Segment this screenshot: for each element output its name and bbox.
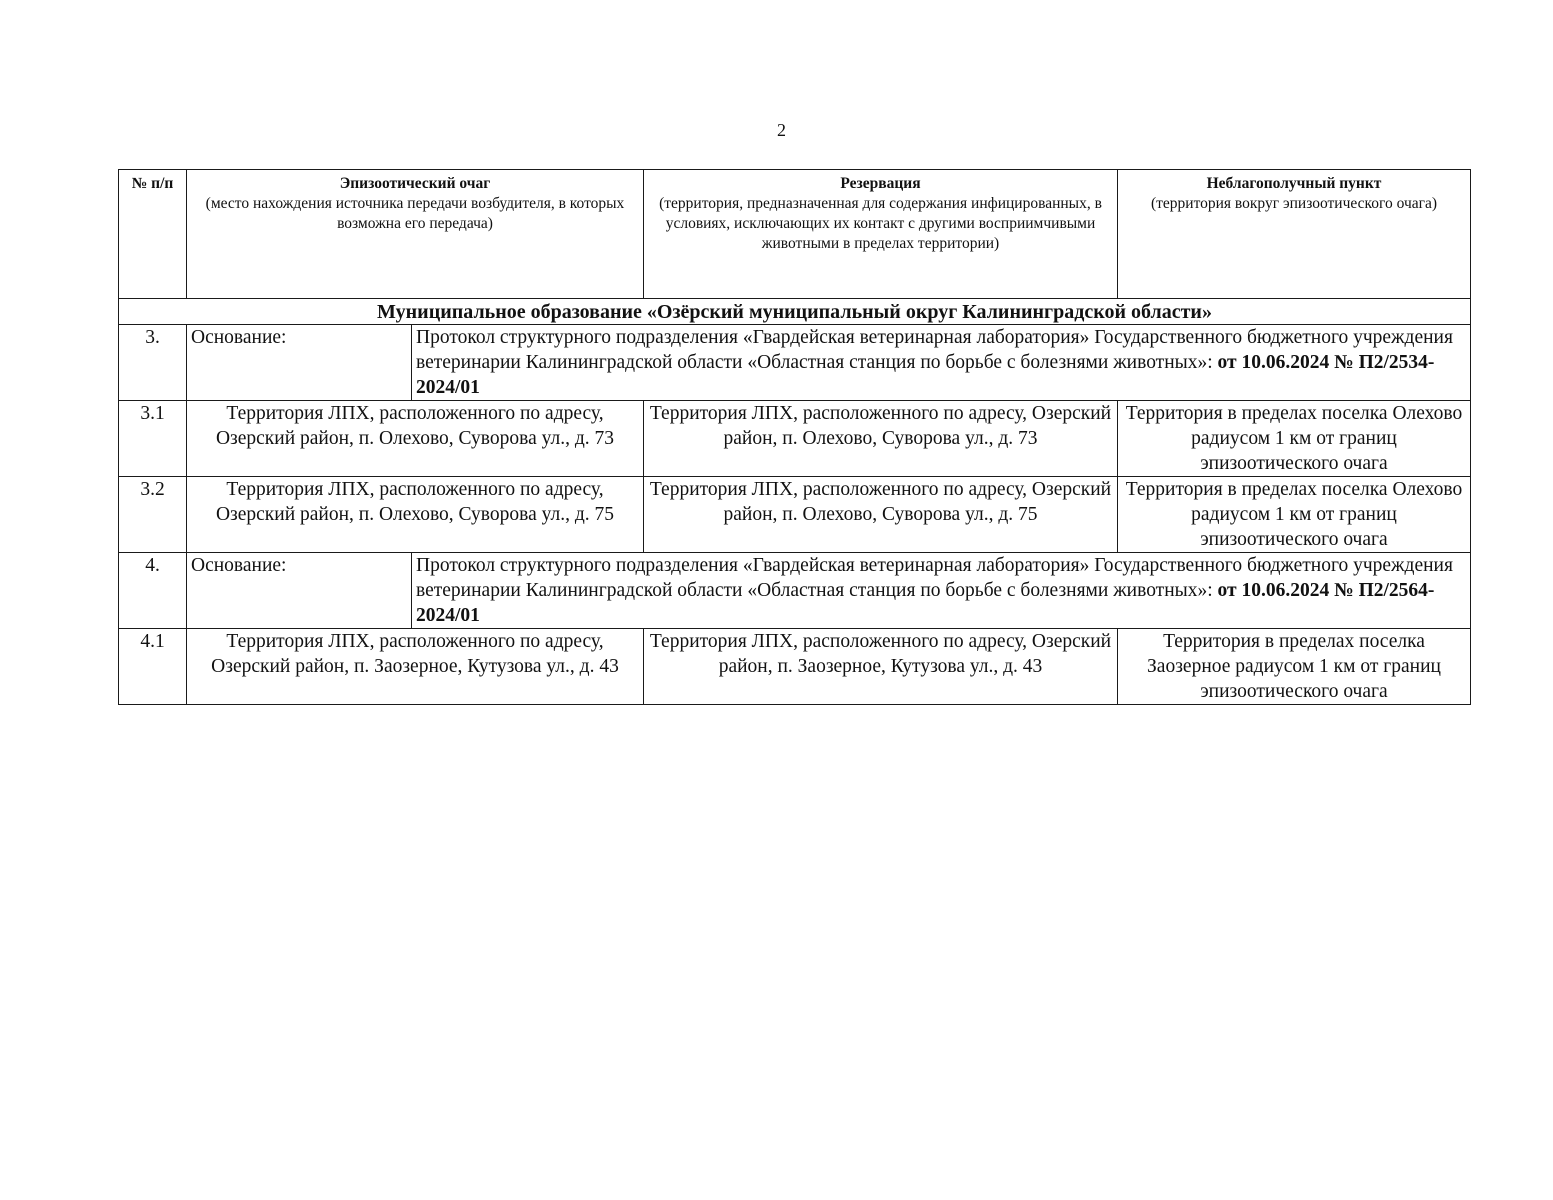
basis-num: 4. — [119, 553, 187, 629]
basis-protocol: Протокол структурного подразделения «Гвардейская ветеринарная лаборатория» Государственного бюджетного учреждения ветеринарии Калининградской области «Областная станция по борьбе с болезнями животных»: — [416, 555, 1453, 601]
row-focus: Территория ЛПХ, расположенного по адресу, Озерский район, п. Заозерное, Кутузова ул., д. 43 — [187, 629, 644, 705]
basis-label: Основание: — [187, 553, 412, 629]
basis-protocol-ref: от 10.06.2024 № П2/2564-2024/01 — [416, 580, 1435, 626]
row-focus: Территория ЛПХ, расположенного по адресу, Озерский район, п. Олехово, Суворова ул., д. 75 — [187, 477, 644, 553]
header-reservation-desc: (территория, предназначенная для содержания инфицированных, в условиях, исключающих их контакт с другими восприимчивыми животными в пределах территории) — [659, 195, 1102, 252]
basis-row — [119, 325, 1471, 401]
municipality-title: Муниципальное образование «Озёрский муниципальный округ Калининградской области» — [119, 299, 1471, 325]
quarantine-table — [118, 169, 1471, 705]
row-reservation: Территория ЛПХ, расположенного по адресу, Озерский район, п. Олехово, Суворова ул., д. 75 — [644, 477, 1118, 553]
municipality-row — [119, 299, 1471, 325]
basis-text — [412, 325, 1471, 401]
header-focus-title: Эпизоотический очаг — [339, 175, 491, 192]
basis-row — [119, 553, 1471, 629]
table-row — [119, 629, 1471, 705]
row-num: 3.2 — [119, 477, 187, 553]
page-number: 2 — [777, 120, 786, 140]
row-reservation: Территория ЛПХ, расположенного по адресу, Озерский район, п. Олехово, Суворова ул., д. 73 — [644, 401, 1118, 477]
basis-num: 3. — [119, 325, 187, 401]
basis-text — [412, 553, 1471, 629]
table-row — [119, 401, 1471, 477]
header-reservation-title: Резервация — [840, 175, 921, 192]
header-point-title: Неблагополучный пункт — [1206, 175, 1382, 192]
basis-label: Основание: — [187, 325, 412, 401]
header-num-title: № п/п — [131, 175, 174, 192]
basis-protocol: Протокол структурного подразделения «Гвардейская ветеринарная лаборатория» Государственного бюджетного учреждения ветеринарии Калининградской области «Областная станция по борьбе с болезнями животных»: — [416, 327, 1453, 373]
header-reservation — [644, 170, 1118, 299]
header-point-desc: (территория вокруг эпизоотического очага) — [1150, 195, 1438, 212]
row-reservation: Территория ЛПХ, расположенного по адресу, Озерский район, п. Заозерное, Кутузова ул., д. 43 — [644, 629, 1118, 705]
header-focus — [187, 170, 644, 299]
table-row — [119, 477, 1471, 553]
row-num: 3.1 — [119, 401, 187, 477]
table-header-row — [119, 170, 1471, 299]
row-focus: Территория ЛПХ, расположенного по адресу, Озерский район, п. Олехово, Суворова ул., д. 73 — [187, 401, 644, 477]
header-point — [1118, 170, 1471, 299]
row-num: 4.1 — [119, 629, 187, 705]
row-point: Территория в пределах поселка Олехово радиусом 1 км от границ эпизоотического очага — [1118, 401, 1471, 477]
header-num — [119, 170, 187, 299]
row-point: Территория в пределах поселка Заозерное радиусом 1 км от границ эпизоотического очага — [1118, 629, 1471, 705]
row-point: Территория в пределах поселка Олехово радиусом 1 км от границ эпизоотического очага — [1118, 477, 1471, 553]
basis-protocol-ref: от 10.06.2024 № П2/2534-2024/01 — [416, 352, 1435, 398]
header-focus-desc: (место нахождения источника передачи возбудителя, в которых возможна его передача) — [205, 195, 625, 232]
